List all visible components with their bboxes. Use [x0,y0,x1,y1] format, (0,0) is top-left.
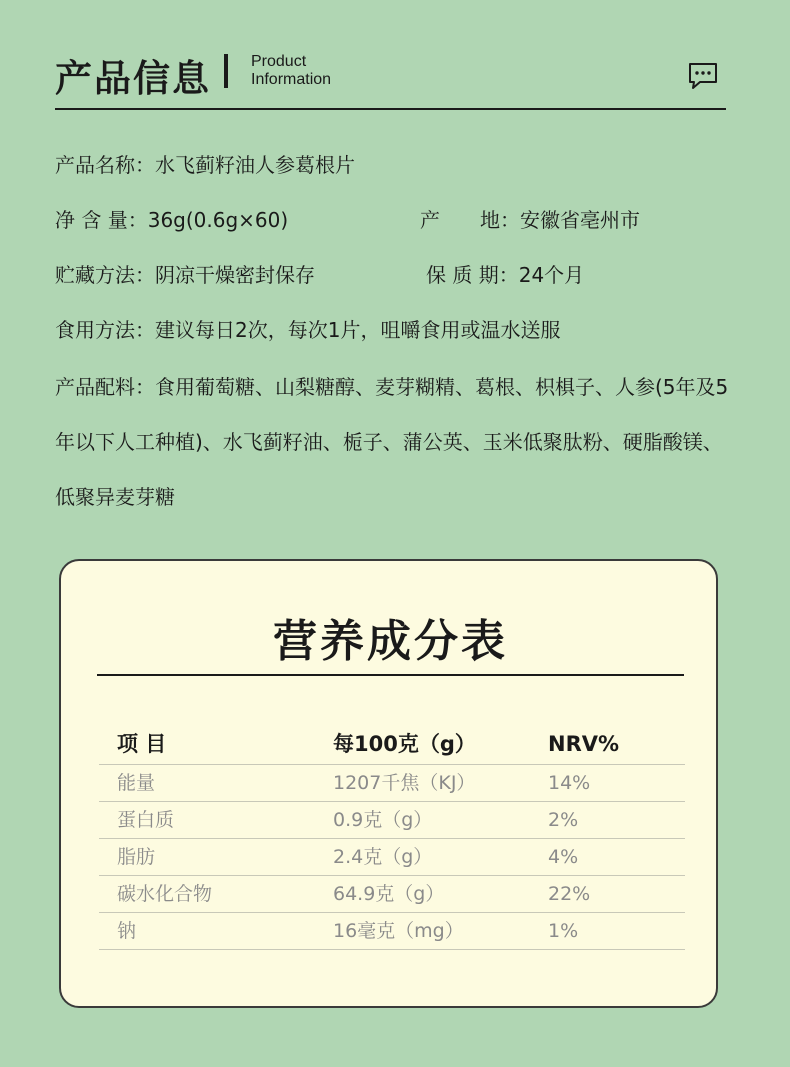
nutrient-name: 脂肪 [117,846,156,868]
info-row-usage [55,305,735,360]
table-row [99,839,685,876]
header-per100g: 每100克（g） [333,732,476,756]
chat-bubble-icon [688,62,718,90]
name-label: 产品名称： [55,153,155,177]
nutrient-nrv: 22% [548,883,591,905]
info-row-name [55,140,735,195]
title-divider [224,54,228,88]
storage-label: 贮藏方法： [55,263,155,287]
nutrient-amount: 0.9克（g） [333,809,433,831]
nutrient-name: 能量 [117,772,156,794]
nutrient-nrv: 14% [548,772,591,794]
ingredients-label: 产品配料： [55,375,155,399]
header-nrv: NRV% [548,732,620,756]
nutrient-name: 碳水化合物 [117,883,213,905]
nutrient-amount: 64.9克（g） [333,883,445,905]
info-row-net [55,195,735,250]
table-row [99,802,685,839]
nutrition-title-rule [97,674,684,676]
nutrient-name: 蛋白质 [117,809,175,831]
origin-label: 产 地： [420,208,520,232]
net-label: 净 含 量： [55,208,148,232]
header-item: 项 目 [117,732,167,756]
header-rule [55,108,726,110]
nutrition-title: 营养成分表 [273,616,508,667]
nutrition-table [99,726,685,950]
shelf-field [426,250,584,300]
storage-value: 阴凉干燥密封保存 [155,263,315,287]
subtitle-line-2: Information [251,71,332,88]
shelf-label: 保 质 期： [426,263,519,287]
net-value: 36g(0.6g×60) [147,208,289,232]
page-subtitle [251,53,331,89]
nutrient-name: 钠 [117,920,137,942]
usage-value: 建议每日2次，每次1片，咀嚼食用或温水送服 [155,318,561,342]
nutrient-amount: 1207千焦（KJ） [333,772,476,794]
info-row-ingredients [55,360,735,525]
nutrient-amount: 2.4克（g） [333,846,433,868]
info-row-storage [55,250,735,305]
shelf-value: 24个月 [518,263,585,287]
page-header [55,44,726,110]
origin-field [420,195,640,245]
usage-label: 食用方法： [55,318,155,342]
table-row [99,913,685,950]
origin-value: 安徽省亳州市 [520,208,640,232]
nutrient-amount: 16毫克（mg） [333,920,464,942]
nutrient-nrv: 2% [548,809,579,831]
table-row [99,876,685,913]
table-row [99,765,685,802]
name-value: 水飞蓟籽油人参葛根片 [155,153,355,177]
ingredients-value: 食用葡萄糖、山梨糖醇、麦芽糊精、葛根、枳椇子、人参(5年及5年以下人工种植)、水飞蓟籽油、栀子、蒲公英、玉米低聚肽粉、硬脂酸镁、低聚异麦芽糖 [55,375,729,509]
product-info [55,140,735,525]
page-title: 产品信息 [55,57,211,100]
table-header-row [99,726,685,765]
nutrient-nrv: 1% [548,920,579,942]
nutrient-nrv: 4% [548,846,579,868]
subtitle-line-1: Product [251,53,307,70]
nutrition-card [59,559,718,1008]
